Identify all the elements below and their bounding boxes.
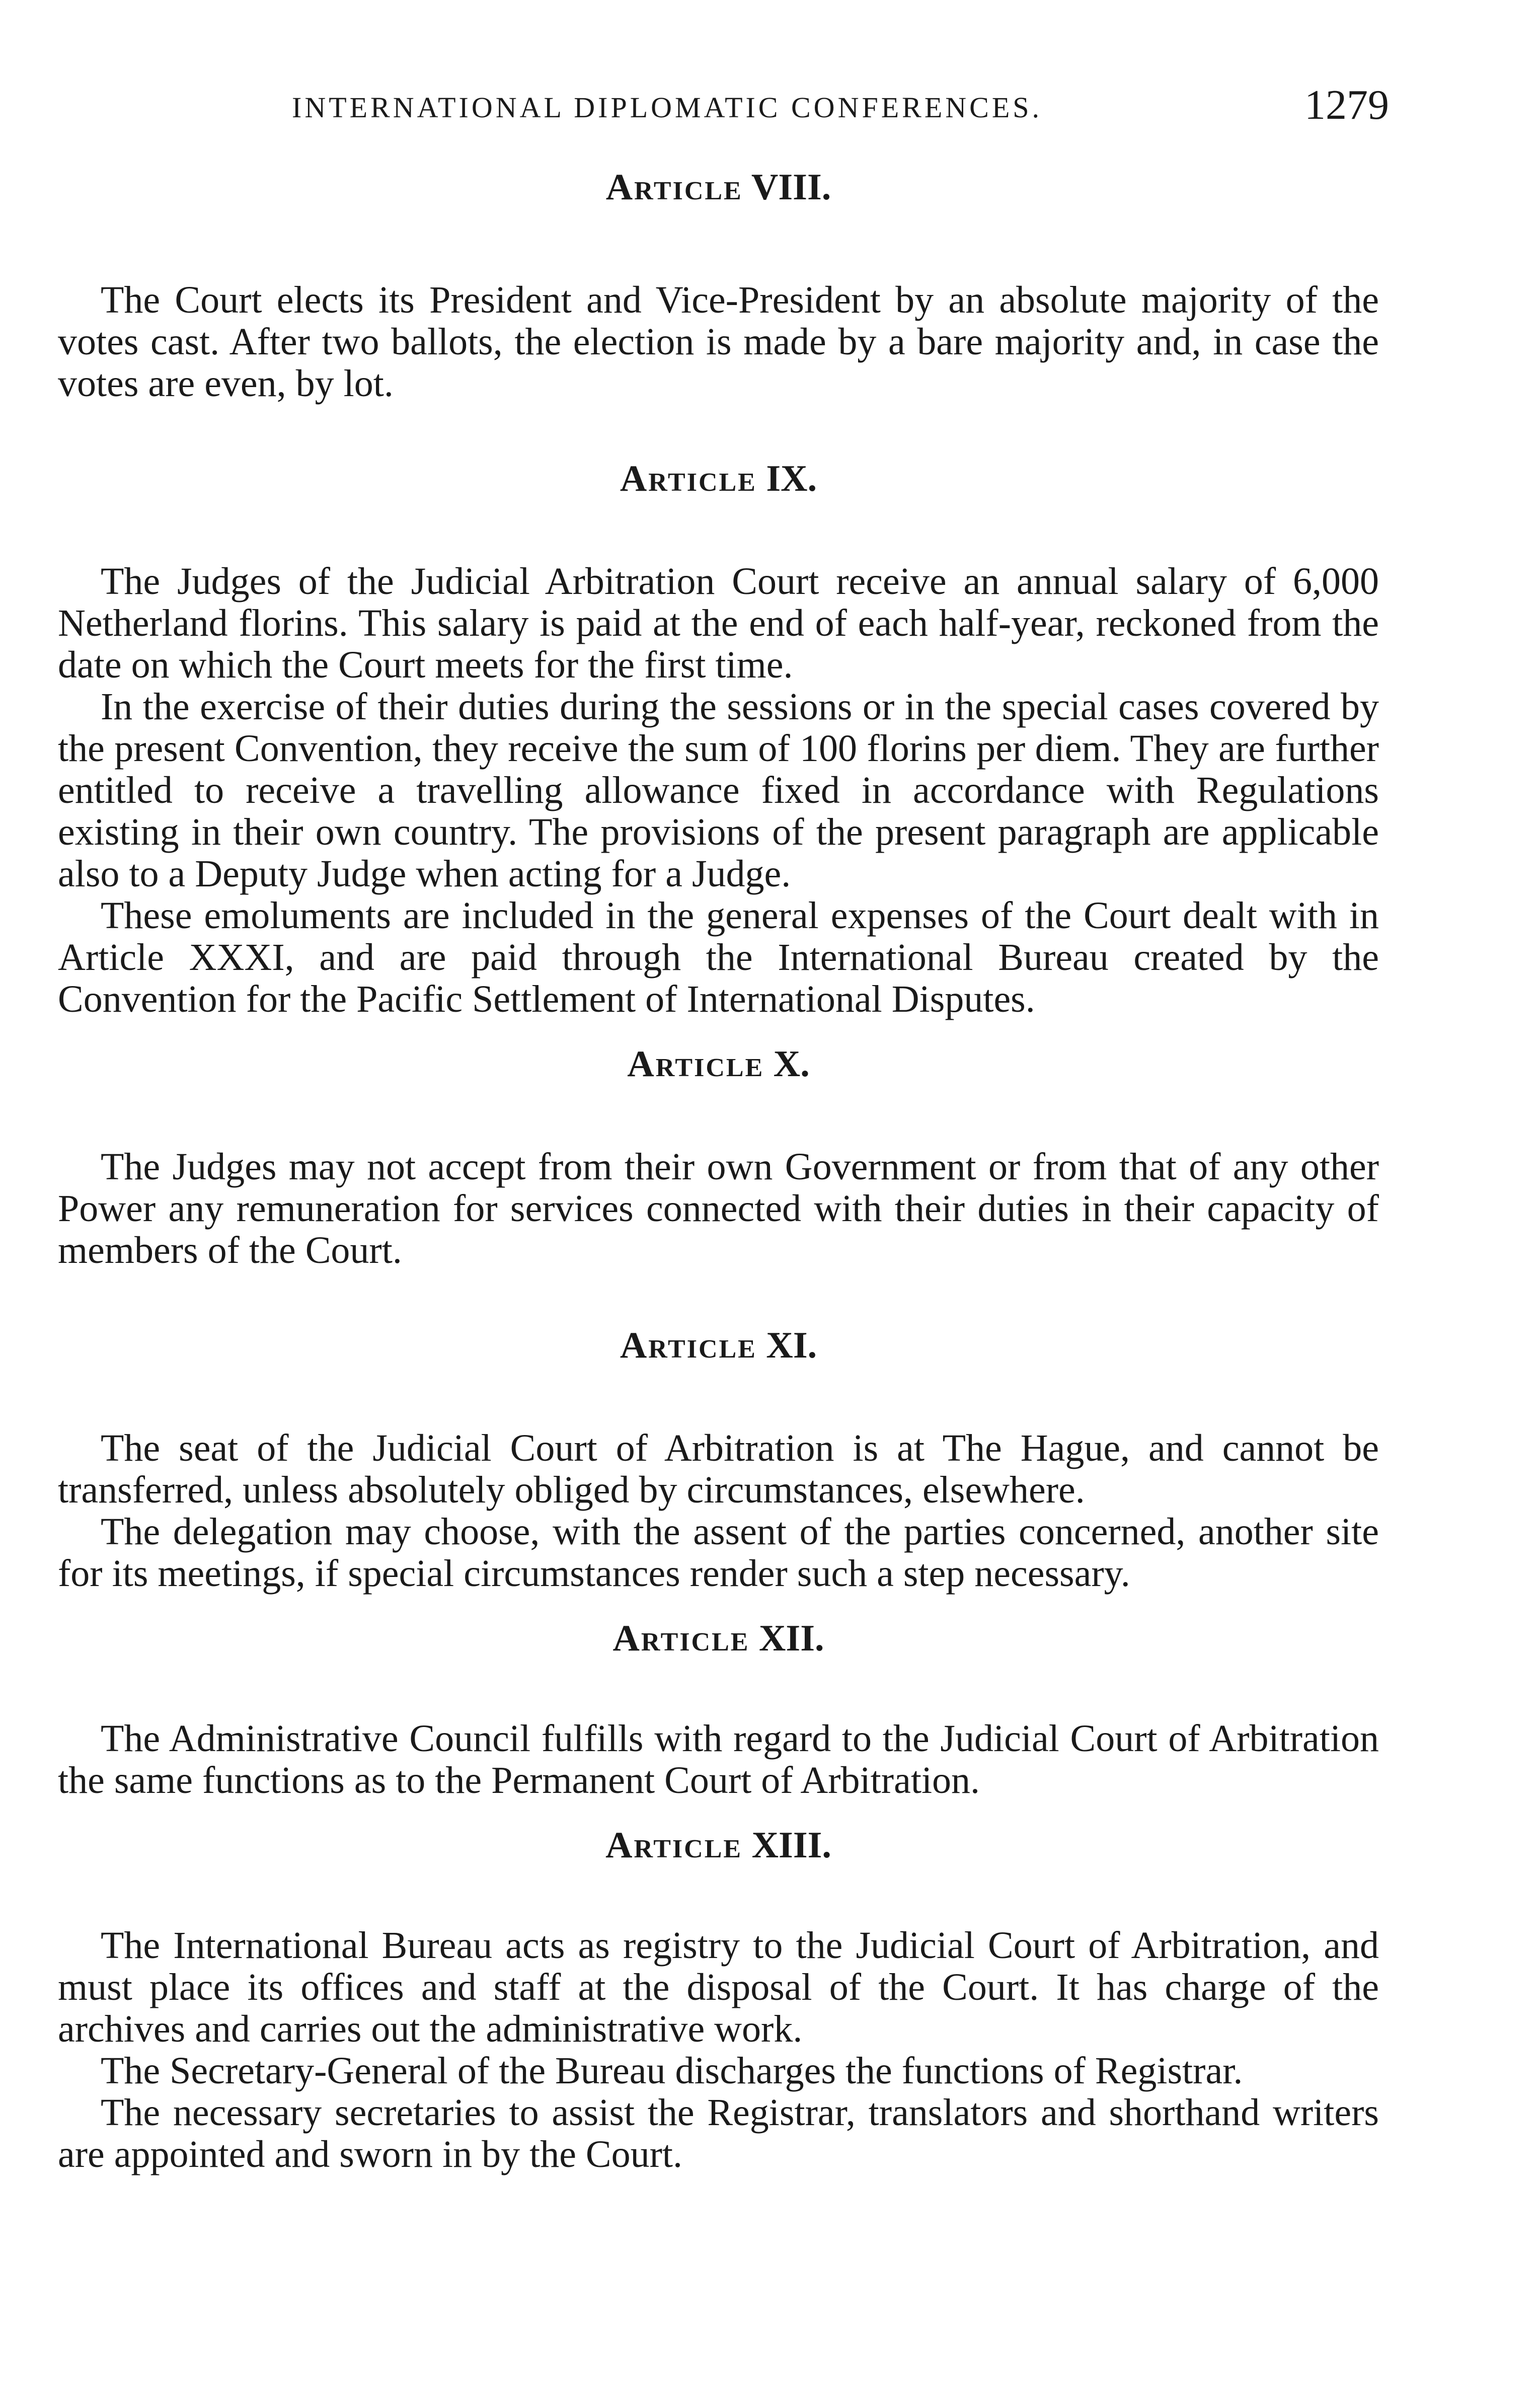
article-8 <box>58 166 1379 405</box>
running-title: INTERNATIONAL DIPLOMATIC CONFERENCES. <box>292 91 1043 124</box>
article-label: Article <box>605 167 743 208</box>
article-number: VIII. <box>751 167 831 208</box>
article-12 <box>58 1617 1379 1801</box>
paragraph: The International Bureau acts as registry to the Judicial Court of Arbitration, and must place its offices and staff at the disposal of the Court. It has charge of the archives and carries out the administrative work. <box>58 1924 1379 2050</box>
article-label: Article <box>605 1825 743 1866</box>
paragraph: The delegation may choose, with the assent of the parties concerned, another site for its meetings, if special circumstances render such a step necessary. <box>58 1511 1379 1595</box>
article-heading <box>58 1324 1379 1367</box>
article-13 <box>58 1824 1379 2175</box>
article-heading <box>58 458 1379 500</box>
article-heading <box>58 1617 1379 1660</box>
paragraph: The Judges may not accept from their own Government or from that of any other Power any remuneration for services connected with their duties in their capacity of members of the Court. <box>58 1146 1379 1271</box>
paragraph: In the exercise of their duties during the sessions or in the special cases covered by the present Convention, they receive the sum of 100 florins per diem. They are further entitled to receive a travelling allowance fixed in accordance with Regulations existing in their own country. The provisions of the present paragraph are applicable also to a Deputy Judge when acting for a Judge. <box>58 686 1379 895</box>
article-heading <box>58 1824 1379 1867</box>
article-number: XI. <box>766 1325 817 1366</box>
page-number: 1279 <box>1304 82 1389 128</box>
article-number: XIII. <box>751 1825 831 1866</box>
article-number: XII. <box>758 1618 824 1659</box>
paragraph: The necessary secretaries to assist the Registrar, translators and shorthand writers are appointed and sworn in by the Court. <box>58 2091 1379 2175</box>
paragraph: The seat of the Judicial Court of Arbitration is at The Hague, and cannot be transferred, unless absolutely obliged by circumstances, elsewhere. <box>58 1427 1379 1511</box>
article-label: Article <box>627 1043 764 1085</box>
paragraph: The Judges of the Judicial Arbitration Court receive an annual salary of 6,000 Netherland florins. This salary is paid at the end of each half-year, reckoned from the date on which the Court meets for the first time. <box>58 560 1379 686</box>
article-label: Article <box>612 1618 750 1659</box>
paragraph: These emoluments are included in the general expenses of the Court dealt with in Article XXXI, and are paid through the International Bureau created by the Convention for the Pacific Settlement of International Disputes. <box>58 894 1379 1020</box>
article-10 <box>58 1043 1379 1271</box>
article-number: X. <box>773 1043 810 1085</box>
article-11 <box>58 1324 1379 1595</box>
paragraph: The Secretary-General of the Bureau discharges the functions of Registrar. <box>101 2050 1243 2092</box>
running-head <box>60 81 1389 131</box>
article-9 <box>58 458 1379 1020</box>
article-label: Article <box>620 1325 757 1366</box>
paragraph: The Court elects its President and Vice-President by an absolute majority of the votes cast. After two ballots, the election is made by a bare majority and, in case the votes are even, by lot. <box>58 279 1379 405</box>
article-heading <box>58 166 1379 209</box>
article-heading <box>58 1043 1379 1086</box>
article-number: IX. <box>766 458 817 499</box>
paragraph: The Administrative Council fulfills with regard to the Judicial Court of Arbitration the same functions as to the Permanent Court of Arbitration. <box>58 1717 1379 1801</box>
article-label: Article <box>620 458 757 499</box>
body-text <box>58 166 1379 2175</box>
